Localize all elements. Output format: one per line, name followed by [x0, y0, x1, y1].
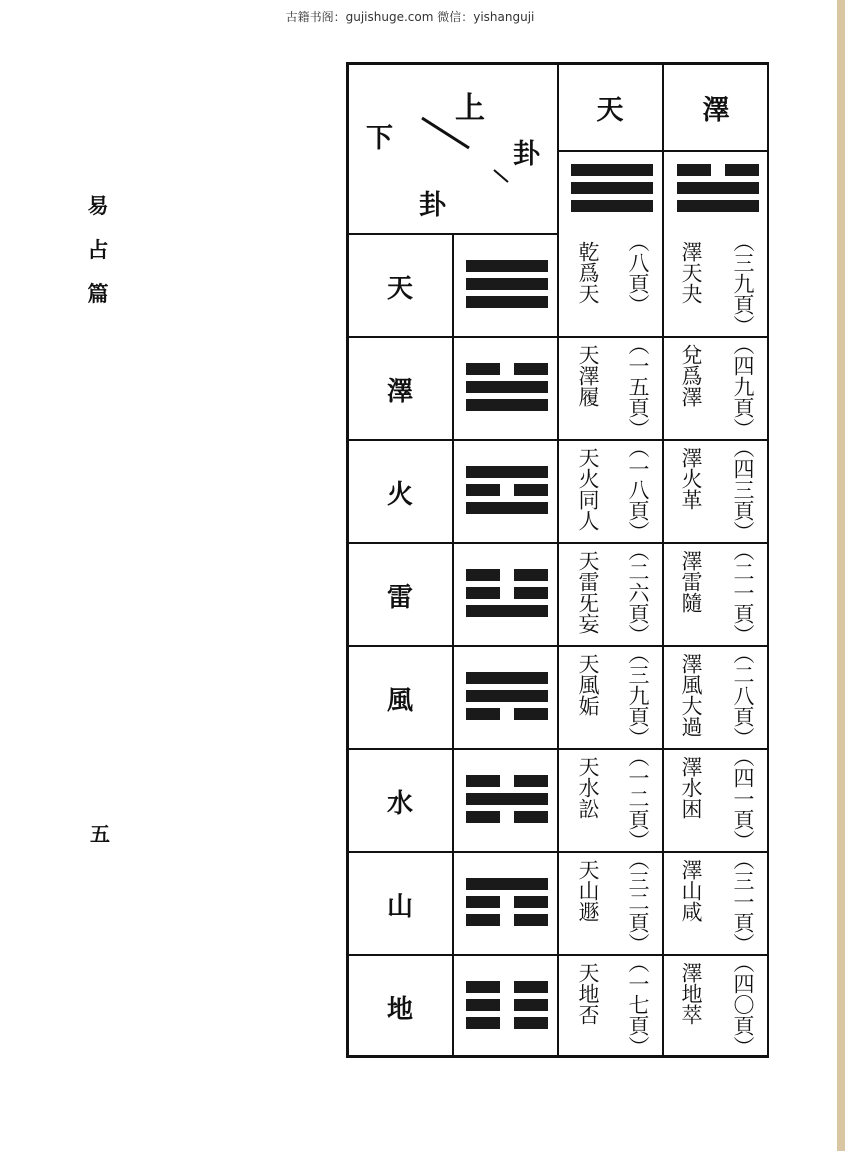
page-number: 五 [90, 822, 110, 846]
hexagram-name: 乾爲天 [576, 241, 600, 304]
yin-line [466, 811, 548, 823]
hexagram-name: 澤天夬 [679, 241, 703, 304]
line-segment [466, 811, 500, 823]
line-segment [514, 569, 548, 581]
hexagram-name: 天地否 [576, 962, 600, 1025]
column-trigram-tian [571, 164, 653, 218]
line-segment [466, 672, 548, 684]
line-segment [514, 896, 548, 908]
line-segment [677, 200, 759, 212]
yin-line [466, 363, 548, 375]
yang-line [466, 399, 548, 411]
yin-line [466, 569, 548, 581]
line-segment [514, 484, 548, 496]
row-trigram [466, 981, 548, 1035]
line-segment [466, 381, 548, 393]
page-reference: （一五頁） [626, 334, 650, 439]
line-segment [514, 775, 548, 787]
line-segment [514, 708, 548, 720]
column-trigram-ze [677, 164, 759, 218]
line-segment [571, 200, 653, 212]
line-segment [466, 587, 500, 599]
yang-line [466, 466, 548, 478]
line-segment [466, 278, 548, 290]
page-reference: （三一頁） [731, 849, 755, 954]
page-reference: （二六頁） [626, 540, 650, 645]
line-segment [571, 164, 653, 176]
yin-line [466, 914, 548, 926]
header-slash [494, 170, 508, 182]
row-label: 地 [386, 995, 413, 1025]
yin-line [466, 999, 548, 1011]
yin-line [466, 587, 548, 599]
line-segment [466, 399, 548, 411]
row-trigram [466, 260, 548, 314]
yin-line [466, 484, 548, 496]
yang-line [466, 793, 548, 805]
page-reference: （三二頁） [626, 849, 650, 954]
yin-line [677, 164, 759, 176]
line-segment [514, 1017, 548, 1029]
page-reference: （三九頁） [731, 231, 755, 336]
line-segment [466, 793, 548, 805]
yang-line [466, 502, 548, 514]
row-label: 風 [386, 686, 413, 716]
line-segment [466, 502, 548, 514]
page-reference: （二一頁） [731, 540, 755, 645]
line-segment [514, 811, 548, 823]
line-segment [514, 587, 548, 599]
line-segment [677, 182, 759, 194]
row-label: 山 [386, 892, 413, 922]
line-segment [466, 1017, 500, 1029]
row-label: 澤 [386, 377, 413, 407]
page-reference: （一七頁） [626, 952, 650, 1057]
hexagram-name: 澤水困 [679, 756, 703, 819]
side-title-char: 易 [87, 193, 109, 218]
line-segment [466, 981, 500, 993]
row-trigram [466, 569, 548, 623]
line-segment [466, 999, 500, 1011]
line-segment [466, 484, 500, 496]
hexagram-name: 澤山咸 [679, 859, 703, 922]
yang-line [466, 672, 548, 684]
line-segment [514, 999, 548, 1011]
page-reference: （一八頁） [626, 437, 650, 542]
line-segment [514, 981, 548, 993]
watermark: 古籍书阁：gujishuge.com 微信：yishanguji [285, 10, 535, 24]
row-trigram [466, 363, 548, 417]
line-segment [514, 914, 548, 926]
header-upper-char: 上 [455, 91, 485, 126]
line-segment [466, 260, 548, 272]
row-trigram [466, 878, 548, 932]
line-segment [466, 569, 500, 581]
hexagram-name: 兌爲澤 [679, 344, 703, 407]
line-segment [677, 164, 711, 176]
header-upper-gua: 卦 [513, 139, 540, 170]
row-label: 雷 [386, 583, 413, 613]
hexagram-name: 天雷旡妄 [576, 550, 600, 634]
line-segment [466, 605, 548, 617]
page-reference: （四〇頁） [731, 952, 755, 1057]
page-reference: （八頁） [626, 231, 650, 315]
header-lower-gua: 卦 [419, 190, 446, 221]
row-trigram [466, 672, 548, 726]
yin-line [466, 981, 548, 993]
hexagram-name: 天火同人 [576, 447, 600, 531]
page-reference: （三九頁） [626, 643, 650, 748]
hexagram-name: 天風姤 [576, 653, 600, 716]
yin-line [466, 775, 548, 787]
header-slash [422, 118, 469, 148]
side-title-char: 占 [87, 237, 109, 262]
yang-line [571, 182, 653, 194]
yang-line [677, 200, 759, 212]
page-reference: （四三頁） [731, 437, 755, 542]
header-lower-char: 下 [366, 123, 393, 154]
yin-line [466, 708, 548, 720]
page-reference: （四一頁） [731, 746, 755, 851]
page-reference: （四九頁） [731, 334, 755, 439]
column-header-tian: 天 [596, 95, 624, 126]
line-segment [466, 878, 548, 890]
yin-line [466, 1017, 548, 1029]
hexagram-name: 澤雷隨 [679, 550, 703, 613]
hexagram-name: 澤地萃 [679, 962, 703, 1025]
page-reference: （一二頁） [626, 746, 650, 851]
line-segment [466, 775, 500, 787]
line-segment [571, 182, 653, 194]
column-header-ze: 澤 [702, 95, 730, 126]
hexagram-name: 澤火革 [679, 447, 703, 510]
hexagram-name: 天水訟 [576, 756, 600, 819]
yang-line [466, 605, 548, 617]
row-label: 天 [386, 274, 413, 304]
yang-line [466, 296, 548, 308]
yang-line [571, 200, 653, 212]
yang-line [466, 260, 548, 272]
row-trigram [466, 466, 548, 520]
row-label: 火 [386, 480, 413, 510]
hexagram-name: 天山遯 [576, 859, 600, 922]
line-segment [466, 708, 500, 720]
line-segment [466, 690, 548, 702]
yin-line [466, 896, 548, 908]
yang-line [466, 878, 548, 890]
line-segment [514, 363, 548, 375]
yang-line [466, 381, 548, 393]
line-segment [466, 363, 500, 375]
yang-line [677, 182, 759, 194]
line-segment [466, 466, 548, 478]
line-segment [725, 164, 759, 176]
line-segment [466, 914, 500, 926]
side-title-char: 篇 [87, 281, 109, 306]
hexagram-name: 澤風大過 [679, 653, 703, 737]
yang-line [571, 164, 653, 176]
hexagram-name: 天澤履 [576, 344, 600, 407]
yang-line [466, 278, 548, 290]
row-trigram [466, 775, 548, 829]
page-reference: （二八頁） [731, 643, 755, 748]
line-segment [466, 296, 548, 308]
row-label: 水 [386, 789, 413, 819]
yang-line [466, 690, 548, 702]
line-segment [466, 896, 500, 908]
